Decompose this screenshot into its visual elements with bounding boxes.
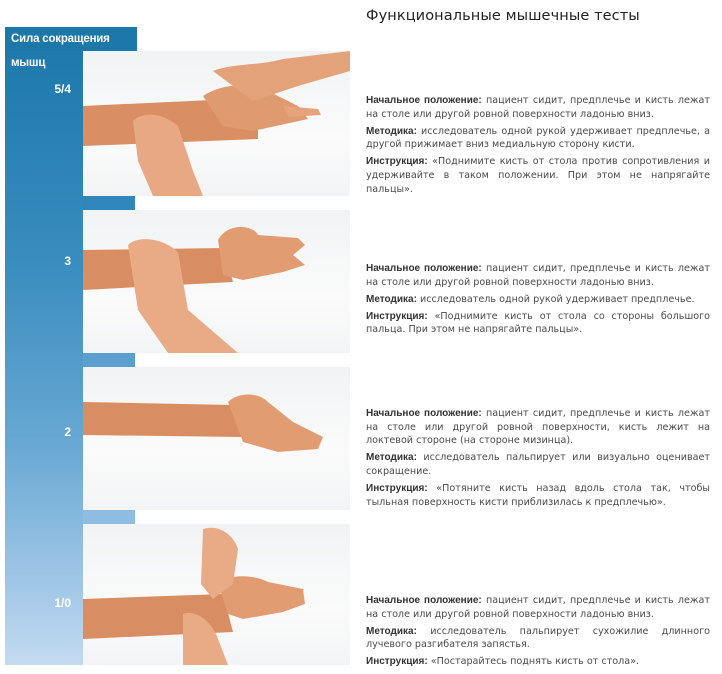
hand-photo-icon [83,51,350,196]
photo-grade-3 [83,210,350,353]
start-position: Начальное положение: пациент сидит, предплечье и кисть лежат на столе или другой ровной поверхности ладонью вниз. [366,95,710,120]
scale-header: Сила сокращения мышц [5,27,137,51]
method: Методика: исследователь пальпирует сухожилие длинного лучевого разгибателя запястья. [366,625,710,651]
hand-photo-icon [83,210,350,353]
instruction: Инструкция: «Поднимите кисть от стола со стороны большого пальца. При этом не напрягайте пальцы». [366,310,710,336]
start-position: Начальное положение: пациент сидит, предплечье и кисть лежат на столе или другой ровной поверхности ладонью вниз. [366,595,710,620]
grade-label-2: 2 [64,425,71,439]
muscle-strength-scale-bar [5,51,83,665]
connector-band [83,196,135,210]
photo-grade-2 [83,367,350,510]
test-description-grade-2 [366,407,710,513]
connector-band [83,353,135,367]
instruction: Инструкция: «Поднимите кисть от стола против сопротивления и удерживайте в таком положении. При этом не напрягайте пальцы». [366,156,710,195]
photo-grade-1-0 [83,524,350,665]
grade-label-5-4: 5/4 [54,82,71,96]
hand-photo-icon [83,524,350,665]
method: Методика: исследователь пальпирует или визуально оценивает сокращение. [366,452,710,477]
grade-label-1-0: 1/0 [54,596,71,610]
photo-grade-5-4 [83,51,350,196]
page-title: Функциональные мышечные тесты [366,8,640,24]
method: Методика: исследователь одной рукой удерживает предплечье, а другой прижимает вниз медиальную сторону кисти. [366,125,710,151]
test-description-grade-3 [366,262,710,340]
instruction: Инструкция: «Потяните кисть назад вдоль стола так, чтобы тыльная поверхность кисти приблизилась к предплечью». [366,482,710,508]
connector-band [83,510,135,524]
instruction: Инструкция: «Постарайтесь поднять кисть от стола». [366,656,639,668]
start-position: Начальное положение: пациент сидит, предплечье и кисть лежат на столе или другой ровной поверхности ладонью вниз. [366,263,710,288]
test-description-grade-1-0 [366,594,710,672]
grade-label-3: 3 [64,254,71,268]
hand-photo-icon [83,367,350,510]
test-description-grade-5-4 [366,94,710,200]
start-position: Начальное положение: пациент сидит, предплечье и кисть лежат на столе или другой ровной поверхности, кисть лежит на локтевой стороне (на стороне мизинца). [366,408,710,447]
method: Методика: исследователь одной рукой удерживает предплечье. [366,293,695,305]
